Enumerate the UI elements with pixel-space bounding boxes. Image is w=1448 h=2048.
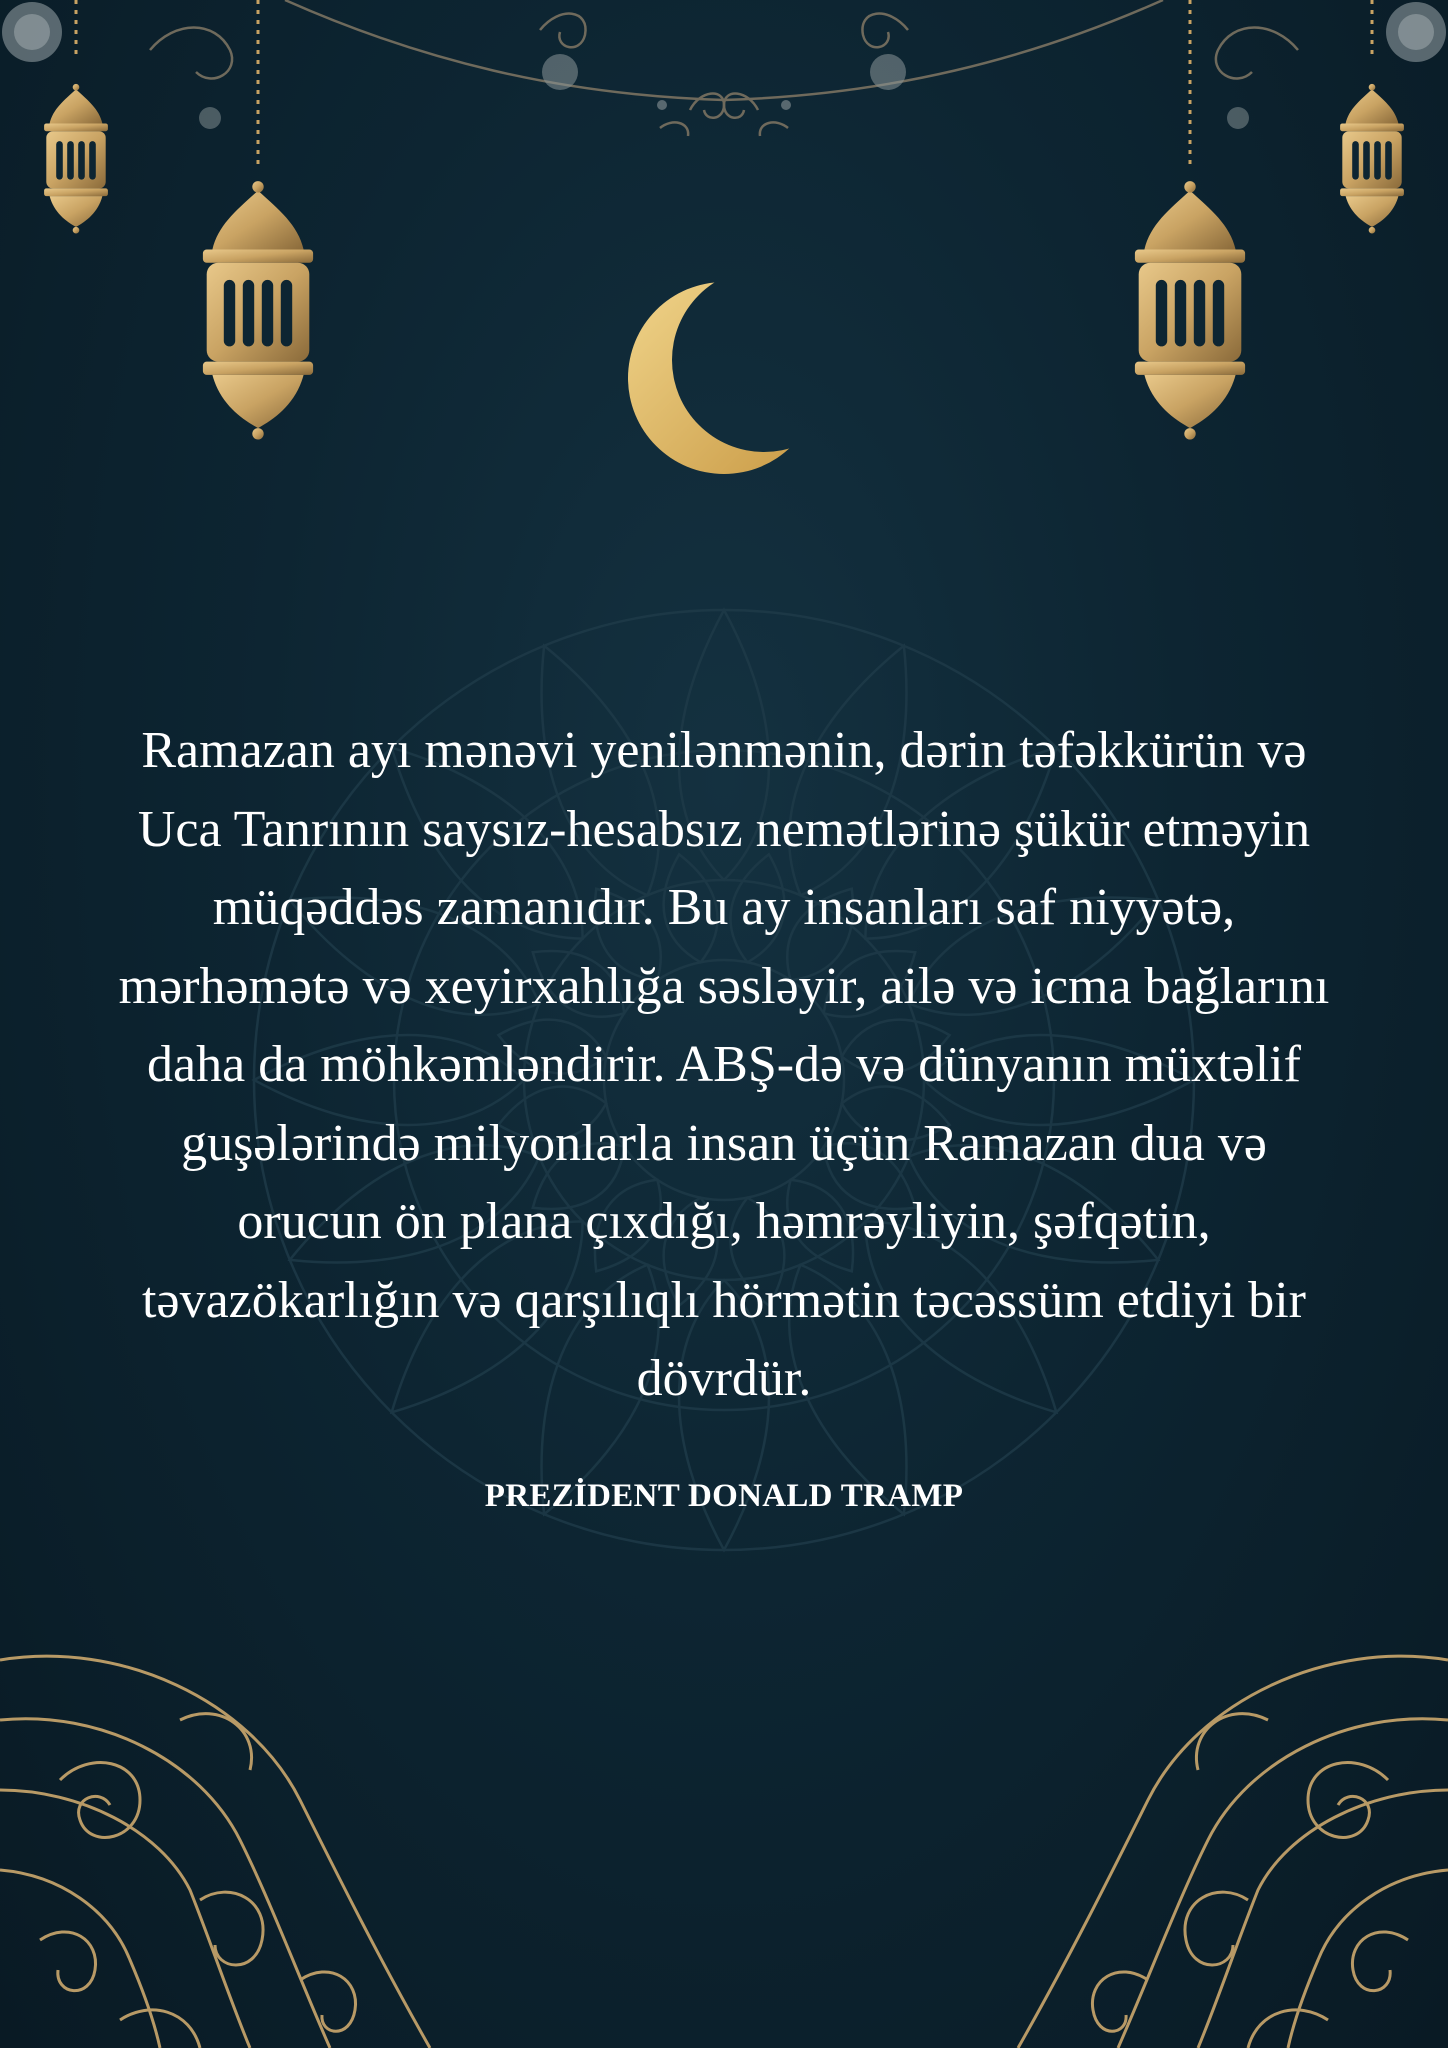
signature: PREZİDENT DONALD TRAMP xyxy=(484,1478,964,1514)
greeting-message: Ramazan ayı mənəvi yenilənmənin, dərin təfəkkürün və Uca Tanrının saysız-hesabsız nemətlərinə şükür etməyin müqəddəs zamanıdır. Bu ay insanları saf niyyətə, mərhəmətə və xeyirxahlığa səsləyir, ailə və icma bağlarını daha da möhkəmləndirir. ABŞ-də və dünyanın müxtəlif guşələrində milyonlarla insan üçün Ramazan dua və orucun ön plana çıxdığı, həmrəyliyin, şəfqətin, təvazökarlığın və qarşılıqlı hörmətin təcəssüm etdiyi bir dövrdür. xyxy=(118,722,1330,1407)
ornament-bottom-left xyxy=(0,1656,430,2048)
bottom-ornaments xyxy=(0,1640,1448,2048)
crescent-moon-icon xyxy=(0,0,1448,520)
ornament-bottom-right xyxy=(1018,1656,1448,2048)
